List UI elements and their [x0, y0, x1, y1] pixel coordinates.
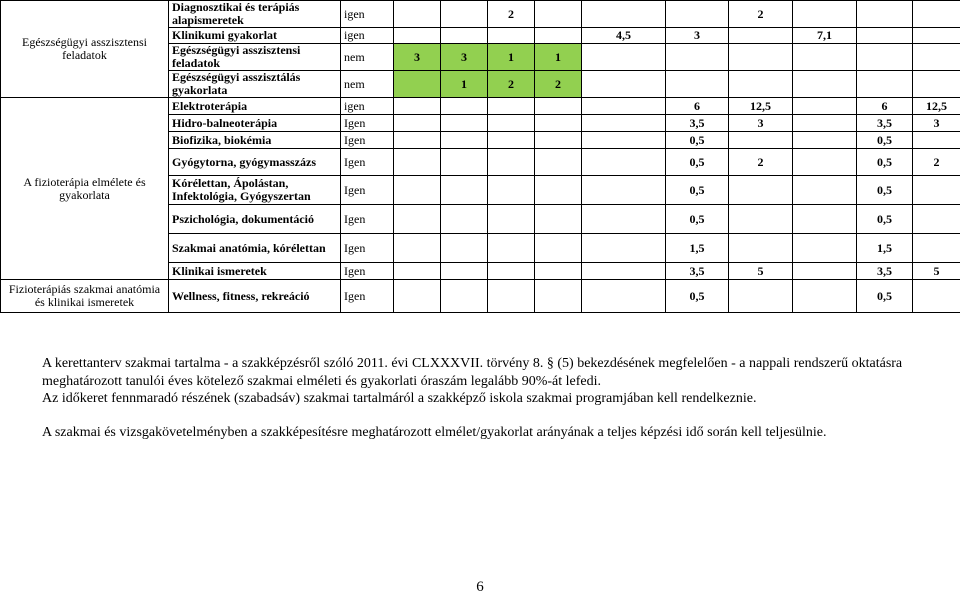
- value-cell: [729, 280, 793, 313]
- value-cell: [488, 263, 535, 280]
- value-cell: 2: [488, 1, 535, 28]
- value-cell: 2: [913, 149, 960, 176]
- value-cell: 0,5: [666, 205, 729, 234]
- subject-cell: Egészségügyi asszisztensi feladatok: [169, 44, 341, 71]
- note-paragraph-1: A kerettanterv szakmai tartalma - a szakképzésről szóló 2011. évi CLXXXVII. törvény 8. § (5) bekezdésének megfelelően - a nappali rendszerű oktatásra meghatározott tanulói éves kötelező szakmai elméleti és gyakorlati óraszám legalább 90%-át lefedi.: [42, 355, 942, 390]
- value-cell: [729, 176, 793, 205]
- value-cell: 3: [441, 44, 488, 71]
- value-cell: [535, 132, 582, 149]
- required-flag-cell: igen: [341, 28, 394, 44]
- value-cell: [913, 234, 960, 263]
- value-cell: 1,5: [857, 234, 913, 263]
- value-cell: [582, 98, 666, 115]
- value-cell: [441, 205, 488, 234]
- page-number: 6: [0, 579, 960, 596]
- value-cell: 0,5: [666, 280, 729, 313]
- notes: [42, 355, 942, 441]
- value-cell: 6: [857, 98, 913, 115]
- value-cell: 4,5: [582, 28, 666, 44]
- value-cell: 0,5: [857, 280, 913, 313]
- value-cell: [729, 205, 793, 234]
- value-cell: [488, 280, 535, 313]
- value-cell: [488, 115, 535, 132]
- value-cell: [913, 28, 960, 44]
- value-cell: 3: [394, 44, 441, 71]
- value-cell: 0,5: [666, 149, 729, 176]
- value-cell: 0,5: [857, 176, 913, 205]
- value-cell: [793, 1, 857, 28]
- value-cell: [488, 28, 535, 44]
- subject-cell: Pszichológia, dokumentáció: [169, 205, 341, 234]
- subject-cell: Egészségügyi asszisztálás gyakorlata: [169, 71, 341, 98]
- subject-cell: Elektroterápia: [169, 98, 341, 115]
- value-cell: [582, 234, 666, 263]
- value-cell: [793, 44, 857, 71]
- required-flag-cell: Igen: [341, 115, 394, 132]
- subject-cell: Hidro-balneoterápia: [169, 115, 341, 132]
- value-cell: [913, 44, 960, 71]
- value-cell: 3,5: [666, 115, 729, 132]
- note-paragraph-2: Az időkeret fennmaradó részének (szabadsáv) szakmai tartalmáról a szakképző iskola szakmai programjában kell rendelkeznie.: [42, 390, 942, 408]
- value-cell: [394, 280, 441, 313]
- value-cell: [793, 98, 857, 115]
- value-cell: [394, 263, 441, 280]
- module-cell: Egészségügyi asszisztensi feladatok: [1, 1, 169, 98]
- subject-cell: Klinikumi gyakorlat: [169, 28, 341, 44]
- required-flag-cell: Igen: [341, 280, 394, 313]
- value-cell: [729, 44, 793, 71]
- value-cell: 6: [666, 98, 729, 115]
- value-cell: [394, 234, 441, 263]
- value-cell: [535, 1, 582, 28]
- value-cell: [441, 1, 488, 28]
- value-cell: [441, 115, 488, 132]
- subject-cell: Wellness, fitness, rekreáció: [169, 280, 341, 313]
- value-cell: [857, 28, 913, 44]
- required-flag-cell: igen: [341, 98, 394, 115]
- table-row: [1, 280, 960, 313]
- value-cell: 0,5: [666, 176, 729, 205]
- value-cell: [394, 132, 441, 149]
- value-cell: [793, 280, 857, 313]
- value-cell: 1,5: [666, 234, 729, 263]
- required-flag-cell: Igen: [341, 132, 394, 149]
- value-cell: [488, 98, 535, 115]
- value-cell: [729, 234, 793, 263]
- value-cell: 2: [729, 1, 793, 28]
- value-cell: [535, 280, 582, 313]
- value-cell: [857, 44, 913, 71]
- value-cell: [582, 132, 666, 149]
- value-cell: [535, 205, 582, 234]
- value-cell: 2: [729, 149, 793, 176]
- value-cell: [793, 176, 857, 205]
- value-cell: [582, 205, 666, 234]
- value-cell: [535, 263, 582, 280]
- value-cell: [582, 263, 666, 280]
- value-cell: [666, 1, 729, 28]
- value-cell: [729, 71, 793, 98]
- subject-cell: Kórélettan, Ápolástan, Infektológia, Gyógyszertan: [169, 176, 341, 205]
- required-flag-cell: nem: [341, 44, 394, 71]
- value-cell: 0,5: [857, 149, 913, 176]
- subject-cell: Diagnosztikai és terápiás alapismeretek: [169, 1, 341, 28]
- value-cell: [913, 280, 960, 313]
- value-cell: [582, 149, 666, 176]
- value-cell: 12,5: [913, 98, 960, 115]
- value-cell: [441, 149, 488, 176]
- value-cell: [488, 176, 535, 205]
- value-cell: [913, 71, 960, 98]
- value-cell: 3,5: [666, 263, 729, 280]
- value-cell: 3: [913, 115, 960, 132]
- value-cell: [394, 149, 441, 176]
- value-cell: 2: [535, 71, 582, 98]
- value-cell: [394, 98, 441, 115]
- value-cell: 1: [441, 71, 488, 98]
- value-cell: [488, 205, 535, 234]
- value-cell: 1: [488, 44, 535, 71]
- value-cell: [441, 280, 488, 313]
- value-cell: [913, 132, 960, 149]
- required-flag-cell: Igen: [341, 263, 394, 280]
- value-cell: [793, 263, 857, 280]
- value-cell: 0,5: [857, 132, 913, 149]
- value-cell: 1: [535, 44, 582, 71]
- value-cell: [666, 71, 729, 98]
- value-cell: [582, 1, 666, 28]
- module-cell: Fizioterápiás szakmai anatómia és klinikai ismeretek: [1, 280, 169, 313]
- value-cell: [793, 71, 857, 98]
- value-cell: [793, 132, 857, 149]
- value-cell: [913, 205, 960, 234]
- value-cell: [441, 98, 488, 115]
- value-cell: [535, 234, 582, 263]
- value-cell: 2: [488, 71, 535, 98]
- value-cell: [582, 176, 666, 205]
- subject-cell: Klinikai ismeretek: [169, 263, 341, 280]
- value-cell: [441, 234, 488, 263]
- value-cell: [582, 71, 666, 98]
- value-cell: 0,5: [666, 132, 729, 149]
- value-cell: [793, 115, 857, 132]
- value-cell: [441, 263, 488, 280]
- subject-cell: Gyógytorna, gyógymasszázs: [169, 149, 341, 176]
- value-cell: [441, 28, 488, 44]
- required-flag-cell: Igen: [341, 234, 394, 263]
- value-cell: [441, 132, 488, 149]
- value-cell: [488, 132, 535, 149]
- value-cell: [488, 234, 535, 263]
- value-cell: [394, 115, 441, 132]
- value-cell: [857, 1, 913, 28]
- value-cell: [857, 71, 913, 98]
- required-flag-cell: Igen: [341, 205, 394, 234]
- required-flag-cell: Igen: [341, 176, 394, 205]
- value-cell: [394, 28, 441, 44]
- value-cell: [582, 44, 666, 71]
- required-flag-cell: nem: [341, 71, 394, 98]
- value-cell: [535, 149, 582, 176]
- value-cell: [582, 115, 666, 132]
- required-flag-cell: Igen: [341, 149, 394, 176]
- note-paragraph-3: A szakmai és vizsgakövetelményben a szakképesítésre meghatározott elmélet/gyakorlat arányának a teljes képzési idő során kell teljesülnie.: [42, 424, 942, 442]
- value-cell: [535, 176, 582, 205]
- module-cell: A fizioterápia elmélete és gyakorlata: [1, 98, 169, 280]
- value-cell: 3,5: [857, 263, 913, 280]
- subject-cell: Szakmai anatómia, kórélettan: [169, 234, 341, 263]
- value-cell: [793, 234, 857, 263]
- value-cell: [535, 115, 582, 132]
- value-cell: 0,5: [857, 205, 913, 234]
- value-cell: [793, 205, 857, 234]
- value-cell: 3,5: [857, 115, 913, 132]
- value-cell: [535, 98, 582, 115]
- value-cell: [793, 149, 857, 176]
- subject-cell: Biofizika, biokémia: [169, 132, 341, 149]
- value-cell: [441, 176, 488, 205]
- value-cell: [913, 1, 960, 28]
- value-cell: 3: [666, 28, 729, 44]
- value-cell: 3: [729, 115, 793, 132]
- value-cell: [913, 176, 960, 205]
- value-cell: 5: [729, 263, 793, 280]
- table-row: [1, 1, 960, 28]
- value-cell: [729, 132, 793, 149]
- table-row: [1, 98, 960, 115]
- value-cell: [488, 149, 535, 176]
- value-cell: [394, 205, 441, 234]
- value-cell: [535, 28, 582, 44]
- value-cell: [729, 28, 793, 44]
- value-cell: [582, 280, 666, 313]
- value-cell: 5: [913, 263, 960, 280]
- value-cell: 12,5: [729, 98, 793, 115]
- value-cell: [394, 71, 441, 98]
- value-cell: 7,1: [793, 28, 857, 44]
- required-flag-cell: igen: [341, 1, 394, 28]
- value-cell: [394, 1, 441, 28]
- value-cell: [394, 176, 441, 205]
- value-cell: [666, 44, 729, 71]
